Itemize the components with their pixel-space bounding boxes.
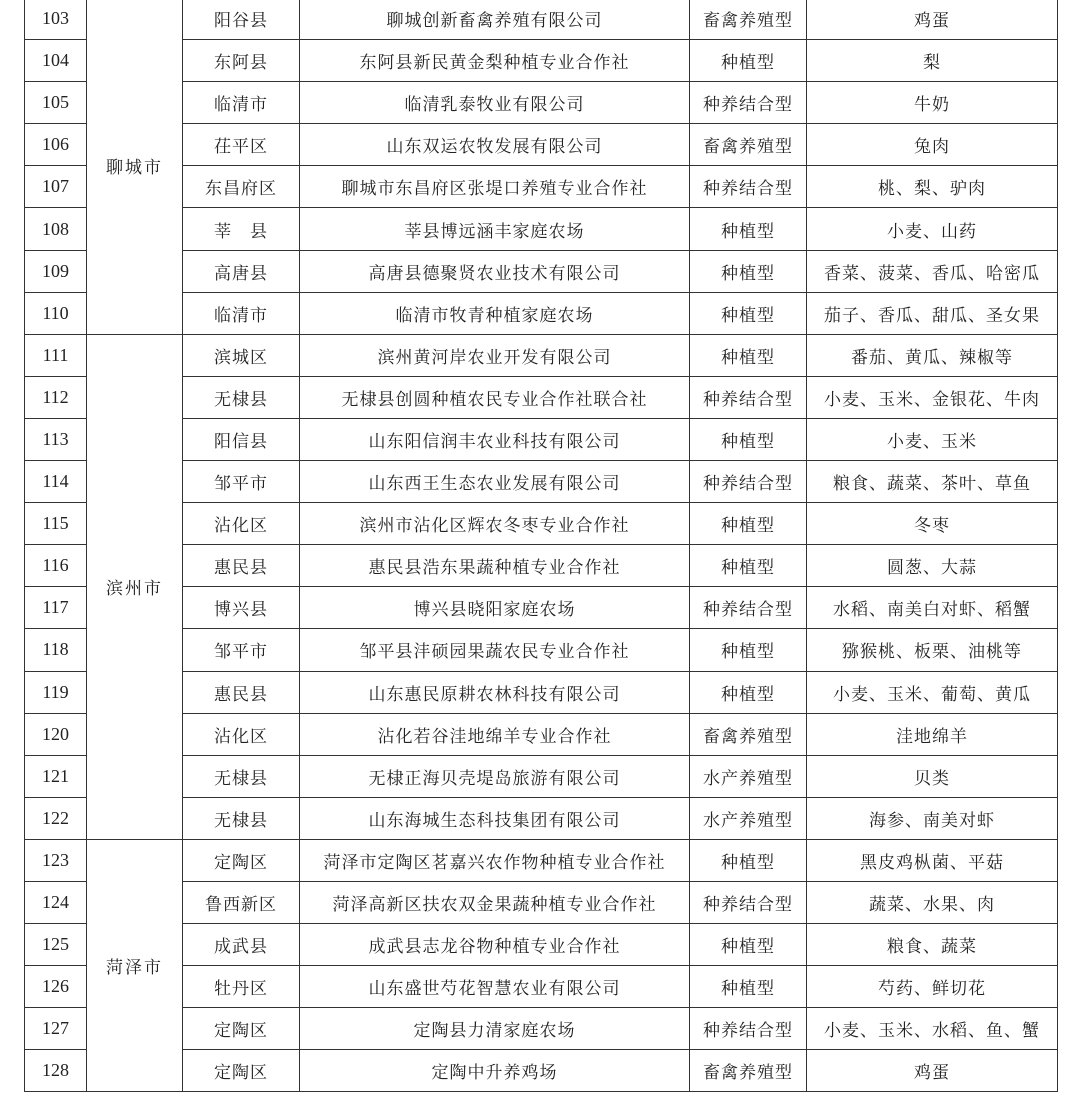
table-row — [25, 839, 1058, 881]
county-cell: 博兴县 — [183, 587, 300, 629]
farm-type-cell: 种植型 — [690, 292, 807, 334]
product-cell: 小麦、玉米、葡萄、黄瓜 — [807, 671, 1058, 713]
row-number: 105 — [25, 82, 87, 124]
product-cell: 番茄、黄瓜、辣椒等 — [807, 334, 1058, 376]
product-cell: 海参、南美对虾 — [807, 797, 1058, 839]
farm-type-cell: 种植型 — [690, 545, 807, 587]
city-cell: 菏泽市 — [87, 839, 183, 1092]
entity-name-cell: 东阿县新民黄金梨种植专业合作社 — [300, 40, 690, 82]
entity-name-cell: 无棣县创圆种植农民专业合作社联合社 — [300, 376, 690, 418]
row-number: 126 — [25, 966, 87, 1008]
entity-name-cell: 聊城创新畜禽养殖有限公司 — [300, 0, 690, 40]
farm-type-cell: 种植型 — [690, 671, 807, 713]
entity-name-cell: 山东惠民原耕农林科技有限公司 — [300, 671, 690, 713]
row-number: 124 — [25, 881, 87, 923]
farm-type-cell: 畜禽养殖型 — [690, 1050, 807, 1092]
row-number: 114 — [25, 461, 87, 503]
entity-name-cell: 山东阳信润丰农业科技有限公司 — [300, 418, 690, 460]
farm-type-cell: 种植型 — [690, 334, 807, 376]
entity-name-cell: 滨州市沾化区辉农冬枣专业合作社 — [300, 503, 690, 545]
farm-type-cell: 种养结合型 — [690, 376, 807, 418]
product-cell: 小麦、山药 — [807, 208, 1058, 250]
farm-type-cell: 种养结合型 — [690, 82, 807, 124]
county-cell: 鲁西新区 — [183, 881, 300, 923]
product-cell: 鸡蛋 — [807, 1050, 1058, 1092]
row-number: 113 — [25, 418, 87, 460]
county-cell: 无棣县 — [183, 376, 300, 418]
entity-name-cell: 菏泽高新区扶农双金果蔬种植专业合作社 — [300, 881, 690, 923]
farm-type-cell: 种养结合型 — [690, 461, 807, 503]
farm-type-cell: 种植型 — [690, 208, 807, 250]
row-number: 110 — [25, 292, 87, 334]
product-cell: 芍药、鲜切花 — [807, 966, 1058, 1008]
farm-type-cell: 种植型 — [690, 924, 807, 966]
row-number: 128 — [25, 1050, 87, 1092]
farm-type-cell: 种植型 — [690, 839, 807, 881]
entity-name-cell: 山东西王生态农业发展有限公司 — [300, 461, 690, 503]
product-cell: 洼地绵羊 — [807, 713, 1058, 755]
county-cell: 无棣县 — [183, 755, 300, 797]
entity-name-cell: 聊城市东昌府区张堤口养殖专业合作社 — [300, 166, 690, 208]
farm-type-cell: 畜禽养殖型 — [690, 124, 807, 166]
table-body — [25, 0, 1058, 1092]
row-number: 117 — [25, 587, 87, 629]
county-cell: 滨城区 — [183, 334, 300, 376]
entity-name-cell: 定陶县力清家庭农场 — [300, 1008, 690, 1050]
county-cell: 临清市 — [183, 292, 300, 334]
product-cell: 鸡蛋 — [807, 0, 1058, 40]
county-cell: 临清市 — [183, 82, 300, 124]
farm-type-cell: 水产养殖型 — [690, 797, 807, 839]
entity-name-cell: 莘县博远涵丰家庭农场 — [300, 208, 690, 250]
row-number: 104 — [25, 40, 87, 82]
product-cell: 贝类 — [807, 755, 1058, 797]
county-cell: 莘 县 — [183, 208, 300, 250]
product-cell: 圆葱、大蒜 — [807, 545, 1058, 587]
row-number: 112 — [25, 376, 87, 418]
farm-type-cell: 种植型 — [690, 966, 807, 1008]
table-row — [25, 0, 1058, 40]
row-number: 120 — [25, 713, 87, 755]
county-cell: 东阿县 — [183, 40, 300, 82]
farm-type-cell: 种养结合型 — [690, 881, 807, 923]
table-container — [24, 0, 1057, 1092]
farm-type-cell: 种植型 — [690, 503, 807, 545]
row-number: 115 — [25, 503, 87, 545]
county-cell: 邹平市 — [183, 629, 300, 671]
county-cell: 牡丹区 — [183, 966, 300, 1008]
row-number: 121 — [25, 755, 87, 797]
entity-name-cell: 山东双运农牧发展有限公司 — [300, 124, 690, 166]
entity-name-cell: 菏泽市定陶区茗嘉兴农作物种植专业合作社 — [300, 839, 690, 881]
row-number: 122 — [25, 797, 87, 839]
product-cell: 兔肉 — [807, 124, 1058, 166]
entity-name-cell: 无棣正海贝壳堤岛旅游有限公司 — [300, 755, 690, 797]
entity-name-cell: 惠民县浩东果蔬种植专业合作社 — [300, 545, 690, 587]
entity-name-cell: 定陶中升养鸡场 — [300, 1050, 690, 1092]
county-cell: 成武县 — [183, 924, 300, 966]
county-cell: 惠民县 — [183, 671, 300, 713]
product-cell: 梨 — [807, 40, 1058, 82]
product-cell: 粮食、蔬菜、茶叶、草鱼 — [807, 461, 1058, 503]
county-cell: 无棣县 — [183, 797, 300, 839]
entity-name-cell: 山东海城生态科技集团有限公司 — [300, 797, 690, 839]
entity-name-cell: 沾化若谷洼地绵羊专业合作社 — [300, 713, 690, 755]
product-cell: 小麦、玉米、水稻、鱼、蟹 — [807, 1008, 1058, 1050]
product-cell: 蔬菜、水果、肉 — [807, 881, 1058, 923]
row-number: 103 — [25, 0, 87, 40]
product-cell: 小麦、玉米 — [807, 418, 1058, 460]
county-cell: 茌平区 — [183, 124, 300, 166]
county-cell: 阳信县 — [183, 418, 300, 460]
entity-name-cell: 博兴县晓阳家庭农场 — [300, 587, 690, 629]
county-cell: 沾化区 — [183, 713, 300, 755]
row-number: 107 — [25, 166, 87, 208]
product-cell: 香菜、菠菜、香瓜、哈密瓜 — [807, 250, 1058, 292]
farm-type-cell: 种养结合型 — [690, 587, 807, 629]
row-number: 111 — [25, 334, 87, 376]
row-number: 106 — [25, 124, 87, 166]
county-cell: 东昌府区 — [183, 166, 300, 208]
county-cell: 定陶区 — [183, 839, 300, 881]
entity-name-cell: 高唐县德聚贤农业技术有限公司 — [300, 250, 690, 292]
farm-type-cell: 畜禽养殖型 — [690, 0, 807, 40]
product-cell: 冬枣 — [807, 503, 1058, 545]
row-number: 123 — [25, 839, 87, 881]
entity-name-cell: 临清市牧青种植家庭农场 — [300, 292, 690, 334]
product-cell: 小麦、玉米、金银花、牛肉 — [807, 376, 1058, 418]
row-number: 108 — [25, 208, 87, 250]
row-number: 119 — [25, 671, 87, 713]
farm-type-cell: 水产养殖型 — [690, 755, 807, 797]
city-cell: 聊城市 — [87, 0, 183, 334]
product-cell: 黑皮鸡枞菌、平菇 — [807, 839, 1058, 881]
county-cell: 高唐县 — [183, 250, 300, 292]
row-number: 118 — [25, 629, 87, 671]
row-number: 127 — [25, 1008, 87, 1050]
entity-name-cell: 滨州黄河岸农业开发有限公司 — [300, 334, 690, 376]
row-number: 109 — [25, 250, 87, 292]
entity-name-cell: 成武县志龙谷物种植专业合作社 — [300, 924, 690, 966]
entity-name-cell: 山东盛世芍花智慧农业有限公司 — [300, 966, 690, 1008]
product-cell: 粮食、蔬菜 — [807, 924, 1058, 966]
farm-list-table — [24, 0, 1058, 1092]
product-cell: 水稻、南美白对虾、稻蟹 — [807, 587, 1058, 629]
table-row — [25, 334, 1058, 376]
entity-name-cell: 临清乳泰牧业有限公司 — [300, 82, 690, 124]
product-cell: 茄子、香瓜、甜瓜、圣女果 — [807, 292, 1058, 334]
city-cell: 滨州市 — [87, 334, 183, 839]
county-cell: 沾化区 — [183, 503, 300, 545]
product-cell: 牛奶 — [807, 82, 1058, 124]
county-cell: 惠民县 — [183, 545, 300, 587]
farm-type-cell: 种养结合型 — [690, 1008, 807, 1050]
entity-name-cell: 邹平县沣硕园果蔬农民专业合作社 — [300, 629, 690, 671]
farm-type-cell: 种植型 — [690, 250, 807, 292]
county-cell: 定陶区 — [183, 1008, 300, 1050]
farm-type-cell: 种植型 — [690, 629, 807, 671]
farm-type-cell: 种植型 — [690, 40, 807, 82]
product-cell: 桃、梨、驴肉 — [807, 166, 1058, 208]
county-cell: 邹平市 — [183, 461, 300, 503]
row-number: 116 — [25, 545, 87, 587]
county-cell: 定陶区 — [183, 1050, 300, 1092]
county-cell: 阳谷县 — [183, 0, 300, 40]
row-number: 125 — [25, 924, 87, 966]
farm-type-cell: 种养结合型 — [690, 166, 807, 208]
farm-type-cell: 畜禽养殖型 — [690, 713, 807, 755]
product-cell: 猕猴桃、板栗、油桃等 — [807, 629, 1058, 671]
farm-type-cell: 种植型 — [690, 418, 807, 460]
